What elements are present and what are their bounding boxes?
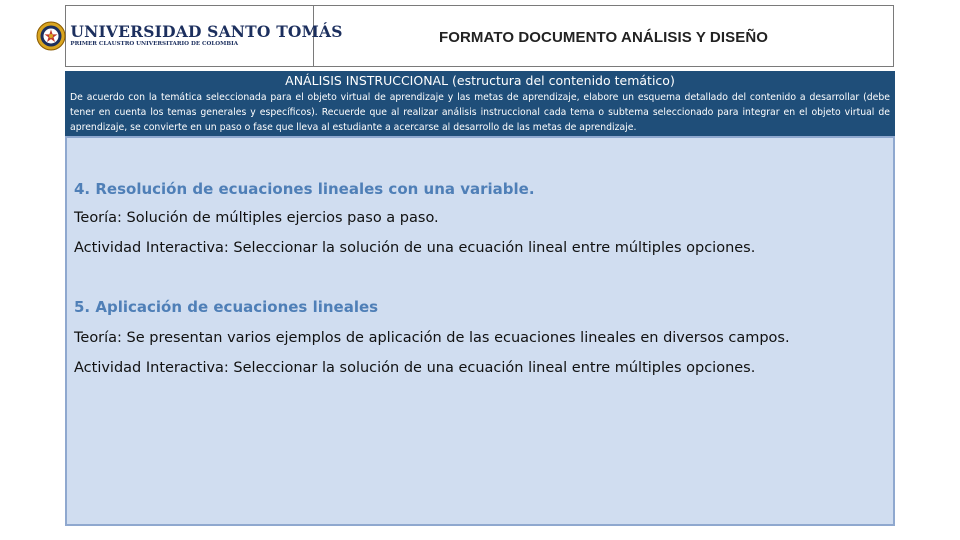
section-theory-line: Teoría: Se presentan varios ejemplos de aplicación de las ecuaciones lineales en diversos campos. [74, 330, 790, 346]
section-activity-line: Actividad Interactiva: Seleccionar la solución de una ecuación lineal entre múltiples opciones. [74, 360, 756, 376]
content-area [65, 136, 895, 526]
university-logo [36, 21, 342, 51]
title-cell [314, 6, 893, 66]
section-theory-line: Teoría: Solución de múltiples ejercios paso a paso. [74, 210, 439, 226]
band-description: De acuerdo con la temática seleccionada para el objeto virtual de aprendizaje y las metas de aprendizaje, elabore un esquema detallado del contenido a desarrollar (debe tener en cuenta los temas generales y específicos). Recuerde que al realizar análisis instruccional cada tema o subtema seleccionado para integrar en el objeto virtual de aprendizaje, se convierte en un paso o fase que lleva al estudiante a acercarse al desarrollo de las metas de aprendizaje. [70, 92, 890, 133]
section-heading: 4. Resolución de ecuaciones lineales con una variable. [74, 180, 535, 198]
logo-subtitle: PRIMER CLAUSTRO UNIVERSITARIO DE COLOMBIA [70, 40, 239, 47]
header-table [65, 5, 894, 67]
logo-name: UNIVERSIDAD SANTO TOMÁS [70, 22, 343, 42]
instruction-band [65, 71, 895, 136]
logo-cell [66, 6, 343, 66]
section-activity-line: Actividad Interactiva: Seleccionar la solución de una ecuación lineal entre múltiples opciones. [74, 240, 756, 256]
band-title: ANÁLISIS INSTRUCCIONAL (estructura del contenido temático) [285, 73, 675, 88]
university-seal-icon [36, 21, 66, 51]
document-title: FORMATO DOCUMENTO ANÁLISIS Y DISEÑO [438, 28, 769, 46]
section-heading: 5. Aplicación de ecuaciones lineales [74, 298, 379, 316]
